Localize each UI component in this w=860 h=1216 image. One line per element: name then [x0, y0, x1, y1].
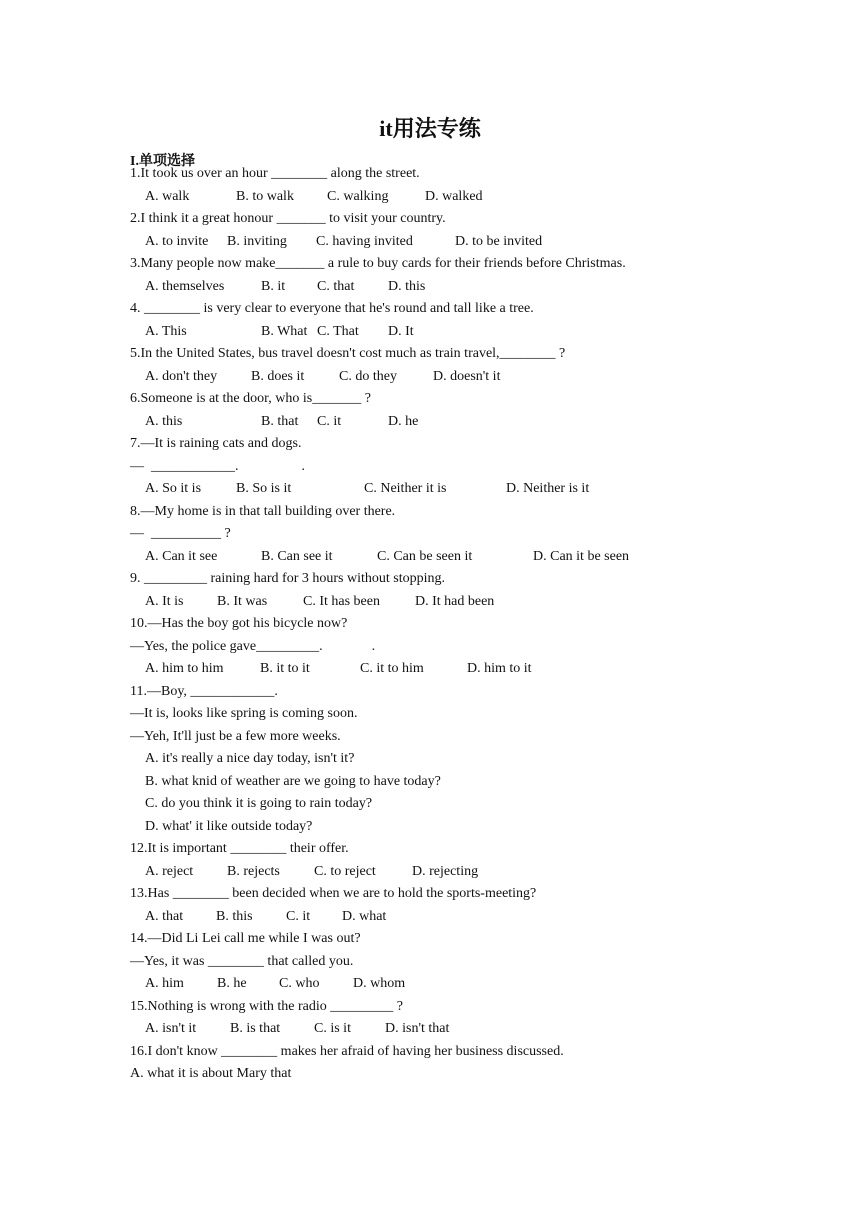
- question-line: 6.Someone is at the door, who is_______ ?: [130, 391, 371, 406]
- option-c: C. Can be seen it: [377, 548, 473, 564]
- option-c: C. to reject: [314, 863, 376, 879]
- question-line: 3.Many people now make_______ a rule to buy cards for their friends before Christmas.: [130, 256, 626, 271]
- question-line: 15.Nothing is wrong with the radio _________ ?: [130, 998, 403, 1014]
- option-d: D. rejecting: [412, 863, 479, 879]
- option-b: B. to walk: [236, 188, 294, 204]
- option-d: D. doesn't it: [433, 368, 501, 384]
- option-a: A. don't they: [145, 368, 218, 384]
- option-c: C. is it: [314, 1021, 351, 1036]
- option-c: C. walking: [327, 188, 389, 204]
- option-c: C. having invited: [316, 233, 413, 249]
- option-c: C. who: [279, 976, 320, 991]
- question-line: 12.It is important ________ their offer.: [130, 841, 349, 856]
- option-a: A. So it is: [145, 481, 202, 496]
- option-b: B. this: [216, 908, 253, 924]
- question-line: 4. ________ is very clear to everyone that he's round and tall like a tree.: [130, 301, 534, 316]
- option-d: D. It had been: [415, 593, 495, 609]
- option-c: C. it: [286, 908, 311, 924]
- question-line: —It is, looks like spring is coming soon.: [130, 706, 358, 721]
- question-line: 8.—My home is in that tall building over there.: [130, 503, 396, 519]
- option-a: A. him to him: [145, 661, 224, 676]
- option-a: A. This: [145, 323, 187, 339]
- option-d: D. isn't that: [385, 1021, 450, 1036]
- option-line: D. what' it like outside today?: [145, 818, 313, 834]
- option-d: D. what: [342, 908, 387, 924]
- option-a: A. Can it see: [145, 548, 218, 564]
- option-d: D. It: [388, 323, 414, 339]
- question-line: 5.In the United States, bus travel doesn't cost much as train travel,________ ?: [130, 346, 566, 361]
- option-a: A. that: [145, 908, 184, 924]
- option-b: B. it: [261, 278, 286, 294]
- option-a: A. It is: [145, 593, 184, 609]
- option-d: D. whom: [353, 976, 406, 991]
- option-a: A. him: [145, 976, 184, 991]
- option-b: B. that: [261, 413, 299, 429]
- question-line: 11.—Boy, ____________.: [130, 683, 278, 699]
- question-line: — __________ ?: [130, 526, 231, 541]
- option-a: A. reject: [145, 863, 194, 879]
- option-b: B. Can see it: [261, 548, 333, 564]
- option-d: D. to be invited: [455, 233, 543, 249]
- question-line: 1.It took us over an hour ________ along the street.: [130, 166, 420, 181]
- option-c: C. do they: [339, 368, 397, 384]
- option-d: D. this: [388, 278, 426, 294]
- question-line: — ____________. .: [130, 458, 305, 474]
- option-b: B. is that: [230, 1021, 281, 1036]
- option-d: D. walked: [425, 188, 483, 204]
- option-c: C. that: [317, 278, 355, 294]
- option-b: B. So is it: [236, 481, 292, 496]
- option-d: D. he: [388, 413, 419, 429]
- option-b: B. it to it: [260, 661, 310, 676]
- question-line: —Yeh, It'll just be a few more weeks.: [130, 728, 341, 744]
- question-line: 7.—It is raining cats and dogs.: [130, 436, 302, 451]
- question-line: 10.—Has the boy got his bicycle now?: [130, 616, 348, 631]
- question-line: —Yes, it was ________ that called you.: [130, 953, 354, 969]
- question-line: 16.I don't know ________ makes her afraid of having her business discussed.: [130, 1043, 564, 1059]
- question-line: 2.I think it a great honour _______ to visit your country.: [130, 211, 446, 226]
- option-d: D. him to it: [467, 661, 532, 676]
- option-c: C. it: [317, 413, 342, 429]
- option-c: C. it to him: [360, 661, 424, 676]
- option-c: C. That: [317, 323, 359, 339]
- option-line: A. it's really a nice day today, isn't it?: [145, 751, 355, 766]
- option-c: C. Neither it is: [364, 481, 447, 496]
- question-line: 13.Has ________ been decided when we are to hold the sports-meeting?: [130, 886, 537, 901]
- option-b: B. does it: [251, 368, 305, 384]
- option-b: B. he: [217, 976, 247, 991]
- option-d: D. Neither is it: [506, 481, 590, 496]
- question-line: 14.—Did Li Lei call me while I was out?: [130, 931, 361, 946]
- option-line: C. do you think it is going to rain today?: [145, 796, 373, 811]
- page-title: it用法专练: [379, 116, 481, 141]
- option-a: A. to invite: [145, 233, 209, 249]
- option-b: B. It was: [217, 593, 268, 609]
- option-a: A. walk: [145, 188, 190, 204]
- option-a: A. this: [145, 413, 183, 429]
- question-line: —Yes, the police gave_________. .: [130, 638, 376, 654]
- option-b: B. inviting: [227, 233, 287, 249]
- option-a: A. isn't it: [145, 1021, 197, 1036]
- option-b: B. What: [261, 323, 308, 339]
- option-line: B. what knid of weather are we going to have today?: [145, 773, 441, 789]
- option-c: C. It has been: [303, 593, 380, 609]
- question-line: A. what it is about Mary that: [130, 1066, 292, 1081]
- section-heading: I.单项选择: [130, 154, 195, 169]
- option-d: D. Can it be seen: [533, 548, 630, 564]
- option-a: A. themselves: [145, 278, 225, 294]
- option-b: B. rejects: [227, 863, 280, 879]
- question-line: 9. _________ raining hard for 3 hours without stopping.: [130, 571, 445, 586]
